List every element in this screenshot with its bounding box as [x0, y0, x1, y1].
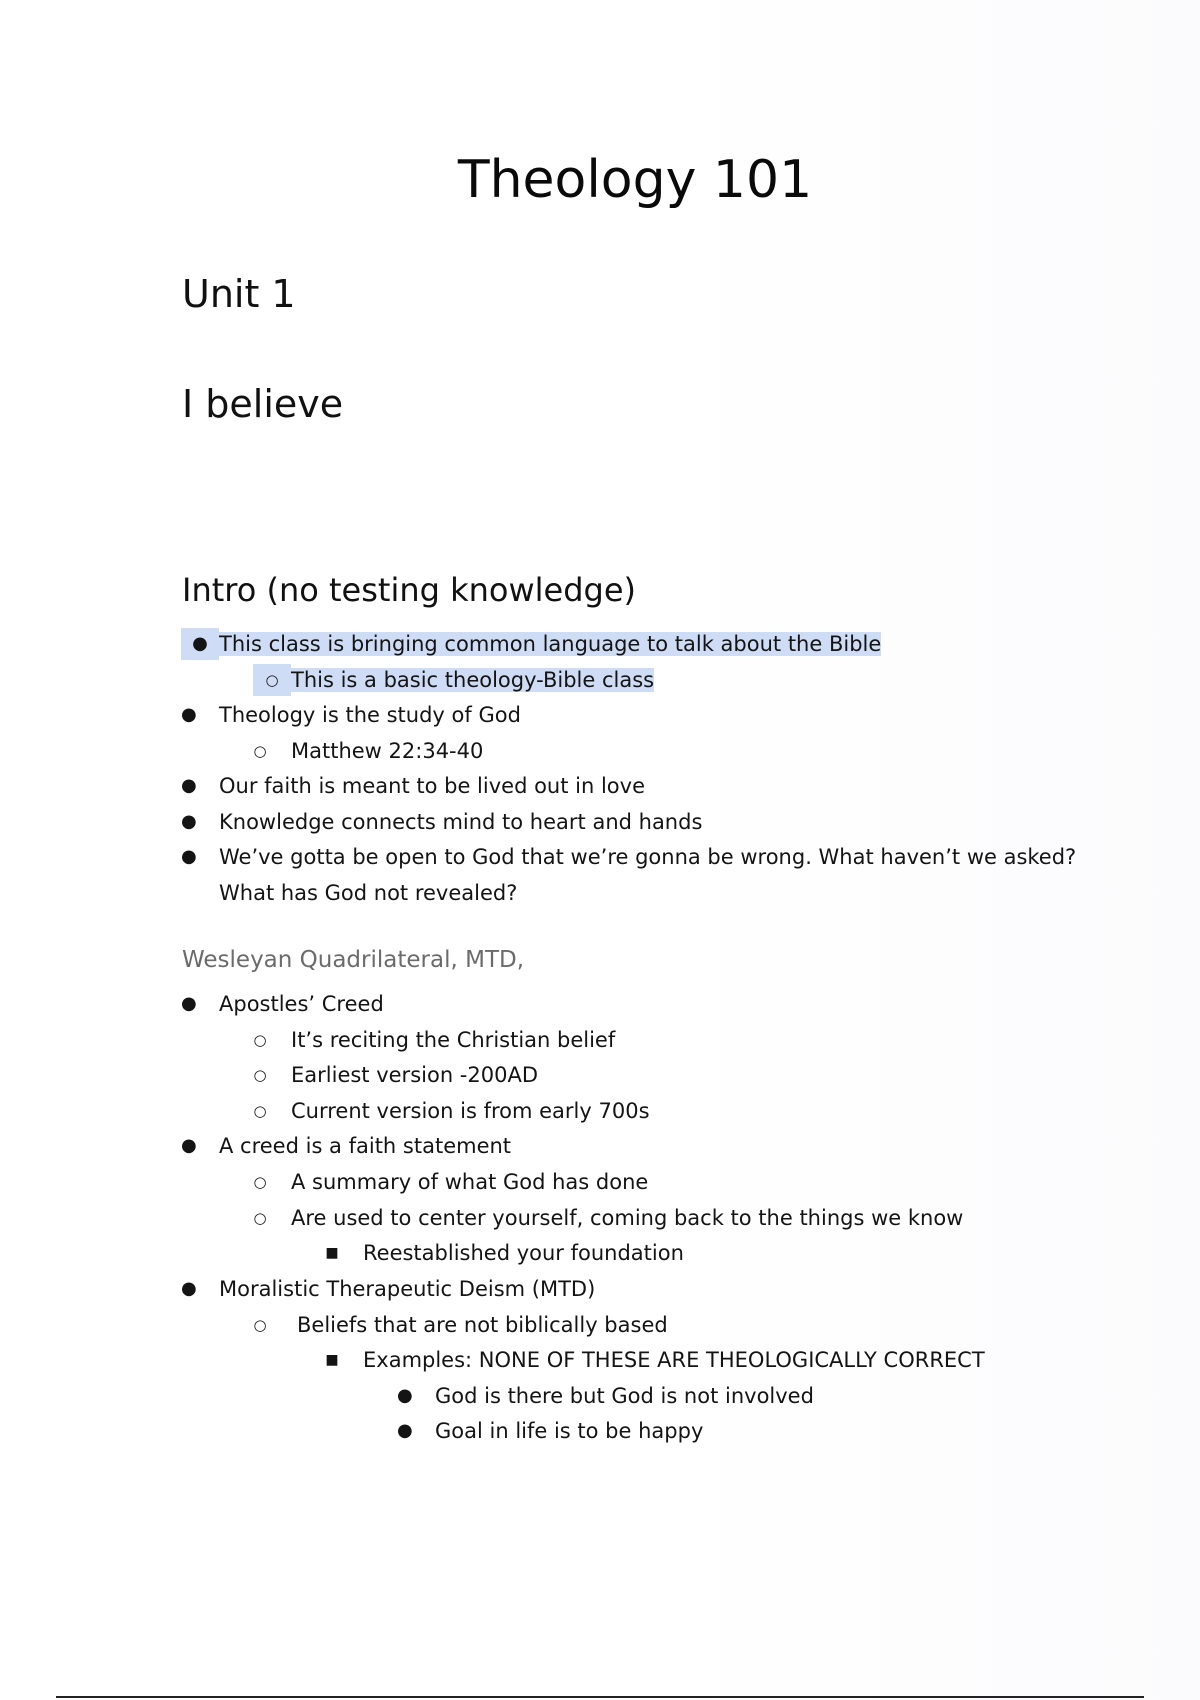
bullet-circle-icon: ○	[253, 1316, 267, 1334]
bullet-disc-icon: ●	[181, 993, 197, 1014]
bullet-square-icon: ■	[325, 1352, 339, 1368]
bullet-disc-icon: ●	[181, 704, 197, 725]
bullet-disc-icon: ●	[181, 1135, 197, 1156]
list-item	[253, 735, 484, 767]
wesleyan-subheading: Wesleyan Quadrilateral, MTD,	[182, 947, 525, 973]
list-item-text: Our faith is meant to be lived out in love	[219, 774, 645, 798]
bullet-disc-icon: ●	[181, 628, 219, 660]
list-item-text: Knowledge connects mind to heart and hands	[219, 810, 703, 834]
list-item	[325, 1237, 684, 1269]
list-item-text: Moralistic Therapeutic Deism (MTD)	[219, 1277, 596, 1301]
bullet-square-icon: ■	[325, 1245, 339, 1261]
list-item-text: This class is bringing common language to talk about the Bible	[219, 632, 882, 656]
bullet-circle-icon: ○	[253, 1209, 267, 1227]
bullet-circle-icon: ○	[253, 1102, 267, 1120]
intro-heading: Intro (no testing knowledge)	[182, 571, 637, 609]
list-item	[181, 841, 1077, 873]
list-item	[181, 770, 645, 802]
bullet-circle-icon: ○	[253, 1173, 267, 1191]
bullet-disc-icon: ●	[397, 1420, 413, 1441]
unit-heading: Unit 1	[182, 272, 296, 316]
list-item-text: Apostles’ Creed	[219, 992, 384, 1016]
list-item	[253, 1309, 668, 1341]
list-item	[181, 699, 521, 731]
list-item-text: A summary of what God has done	[291, 1170, 649, 1194]
bullet-disc-icon: ●	[397, 1385, 413, 1406]
list-item	[181, 1130, 512, 1162]
list-item-text: This is a basic theology-Bible class	[291, 668, 655, 692]
list-item	[253, 1202, 964, 1234]
list-item-text: Beliefs that are not biblically based	[297, 1313, 668, 1337]
list-item	[265, 664, 655, 696]
list-item	[253, 1166, 649, 1198]
list-item-text: What has God not revealed?	[219, 881, 518, 905]
bullet-circle-icon: ○	[253, 1066, 267, 1084]
bullet-circle-icon: ○	[253, 742, 267, 760]
list-item	[325, 1344, 985, 1376]
list-item-text: Goal in life is to be happy	[435, 1419, 704, 1443]
list-item-continuation	[219, 877, 517, 909]
list-item	[181, 1273, 596, 1305]
list-item	[253, 1095, 650, 1127]
list-item-text: Current version is from early 700s	[291, 1099, 650, 1123]
document-title: Theology 101	[457, 150, 813, 210]
bullet-circle-icon: ○	[253, 1031, 267, 1049]
list-item-text: God is there but God is not involved	[435, 1384, 814, 1408]
list-item	[181, 988, 384, 1020]
bullet-disc-icon: ●	[181, 1278, 197, 1299]
list-item	[253, 1024, 616, 1056]
bullet-disc-icon: ●	[181, 775, 197, 796]
list-item-text: Are used to center yourself, coming back to the things we know	[291, 1206, 964, 1230]
list-item-text: Matthew 22:34-40	[291, 739, 484, 763]
list-item	[192, 628, 882, 660]
list-item	[181, 806, 703, 838]
bullet-disc-icon: ●	[181, 846, 197, 867]
page-bottom-rule	[56, 1696, 1144, 1698]
list-item-text: We’ve gotta be open to God that we’re gonna be wrong. What haven’t we asked?	[219, 845, 1077, 869]
list-item	[397, 1380, 814, 1412]
list-item-text: Reestablished your foundation	[363, 1241, 684, 1265]
list-item-text: A creed is a faith statement	[219, 1134, 512, 1158]
list-item-text: Theology is the study of God	[219, 703, 521, 727]
list-item-text: Examples: NONE OF THESE ARE THEOLOGICALLY CORRECT	[363, 1348, 985, 1372]
list-item	[397, 1415, 704, 1447]
bullet-disc-icon: ●	[181, 811, 197, 832]
section-title: I believe	[182, 382, 344, 426]
list-item-text: Earliest version -200AD	[291, 1063, 538, 1087]
list-item-text: It’s reciting the Christian belief	[291, 1028, 616, 1052]
bullet-circle-icon: ○	[253, 664, 291, 696]
list-item	[253, 1059, 538, 1091]
